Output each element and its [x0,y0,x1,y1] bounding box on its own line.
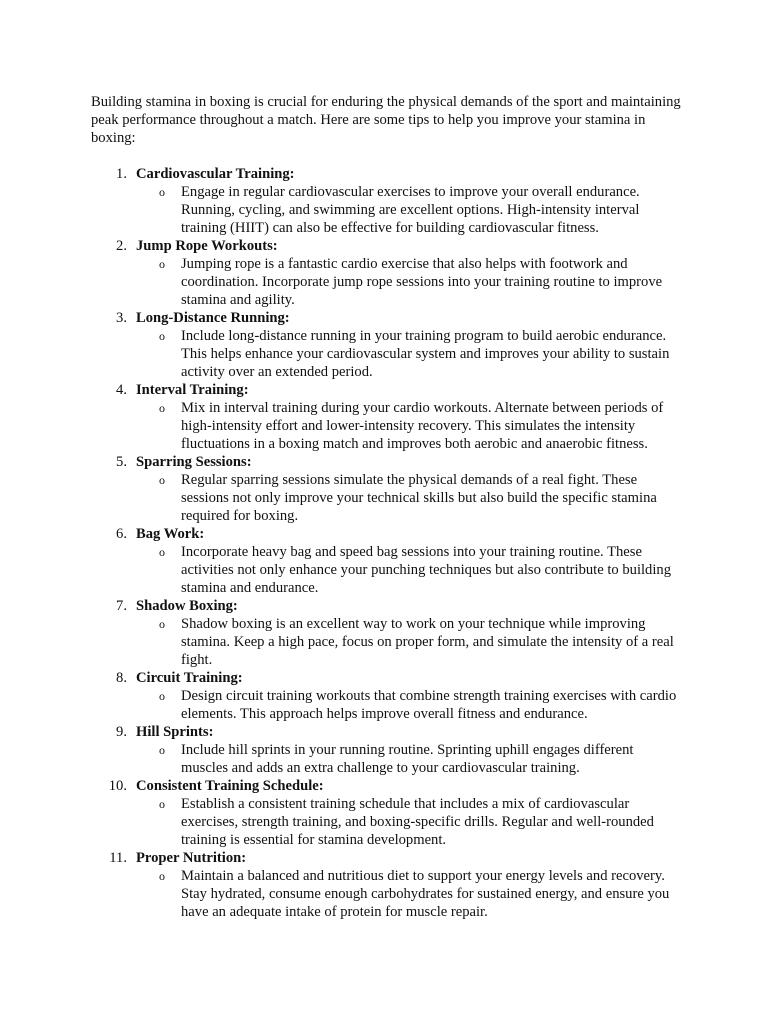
tip-item [91,381,691,453]
tip-number: 4. [116,382,127,398]
tip-detail [136,471,677,525]
tip-title: Interval Training: [136,382,249,398]
tip-detail-list [136,795,691,849]
tip-title: Jump Rope Workouts: [136,238,278,254]
tip-detail-text: Establish a consistent training schedule that includes a mix of cardiovascular exercises, strength training, and boxing-specific drills. Regular and well-rounded training is essential for stamina development. [181,796,654,848]
tip-detail-list [136,867,691,921]
tip-detail-text: Regular sparring sessions simulate the physical demands of a real fight. These sessions not only improve your technical skills but also build the specific stamina required for boxing. [181,472,657,524]
tip-detail [136,327,677,381]
tip-number: 6. [116,526,127,542]
tip-detail-text: Mix in interval training during your cardio workouts. Alternate between periods of high-intensity effort and lower-intensity recovery. This simulates the intensity fluctuations in a boxing match and improves both aerobic and anaerobic fitness. [181,400,664,452]
bullet-icon: o [159,743,165,757]
tip-detail-text: Include long-distance running in your training program to build aerobic endurance. This helps enhance your cardiovascular system and improves your ability to sustain activity over an extended period. [181,328,670,380]
tip-number: 11. [109,850,127,866]
tip-detail-text: Engage in regular cardiovascular exercises to improve your overall endurance. Running, cycling, and swimming are excellent options. High-intensity interval training (HIIT) can also be effective for building cardiovascular fitness. [181,184,640,236]
tip-title: Hill Sprints: [136,724,214,740]
tip-title: Shadow Boxing: [136,598,238,614]
tip-detail-text: Jumping rope is a fantastic cardio exercise that also helps with footwork and coordination. Incorporate jump rope sessions into your training routine to improve stamina and agility. [181,256,663,308]
tip-detail [136,399,677,453]
tip-detail [136,741,677,777]
tip-detail-text: Incorporate heavy bag and speed bag sessions into your training routine. These activities not only enhance your punching techniques but also contribute to building stamina and endurance. [181,544,672,596]
tip-item [91,669,691,723]
tip-detail-text: Maintain a balanced and nutritious diet to support your energy levels and recovery. Stay hydrated, consume enough carbohydrates for sustained energy, and ensure you have an adequate intake of protein for muscle repair. [181,868,670,920]
tip-detail-text: Include hill sprints in your running routine. Sprinting uphill engages different muscles and adds an extra challenge to your cardiovascular training. [181,742,634,776]
tip-detail [136,543,677,597]
tip-detail-text: Design circuit training workouts that combine strength training exercises with cardio elements. This approach helps improve overall fitness and endurance. [181,688,677,722]
bullet-icon: o [159,797,165,811]
tip-title: Cardiovascular Training: [136,166,295,182]
tip-number: 1. [116,166,127,182]
tip-detail-list [136,183,691,237]
tip-number: 8. [116,670,127,686]
tip-detail-list [136,327,691,381]
tip-title: Proper Nutrition: [136,850,247,866]
tip-item [91,597,691,669]
tip-title: Sparring Sessions: [136,454,252,470]
tip-title: Consistent Training Schedule: [136,778,324,794]
tip-number: 2. [116,238,127,254]
tip-detail [136,183,677,237]
tip-title: Circuit Training: [136,670,243,686]
bullet-icon: o [159,473,165,487]
tip-detail [136,615,677,669]
tip-number: 5. [116,454,127,470]
tip-detail [136,795,677,849]
tip-detail [136,255,677,309]
bullet-icon: o [159,401,165,415]
tip-item [91,525,691,597]
tip-title: Bag Work: [136,526,205,542]
tip-detail-list [136,741,691,777]
tip-number: 10. [108,778,127,794]
tip-number: 7. [116,598,127,614]
tip-item [91,237,691,309]
tip-detail-list [136,615,691,669]
bullet-icon: o [159,617,165,631]
bullet-icon: o [159,257,165,271]
bullet-icon: o [159,869,165,883]
tip-item [91,777,691,849]
tip-detail-list [136,471,691,525]
tip-number: 9. [116,724,127,740]
tips-list [91,165,691,921]
tip-number: 3. [116,310,127,326]
tip-title: Long-Distance Running: [136,310,290,326]
tip-detail-text: Shadow boxing is an excellent way to work on your technique while improving stamina. Keep a high pace, focus on proper form, and simulate the intensity of a real fight. [181,616,674,668]
tip-item [91,849,691,921]
tip-item [91,723,691,777]
tip-item [91,165,691,237]
tip-item [91,309,691,381]
tip-detail [136,687,677,723]
tip-detail [136,867,677,921]
tip-detail-list [136,687,691,723]
tip-detail-list [136,543,691,597]
bullet-icon: o [159,329,165,343]
tip-detail-list [136,255,691,309]
bullet-icon: o [159,689,165,703]
tip-item [91,453,691,525]
bullet-icon: o [159,545,165,559]
intro-paragraph: Building stamina in boxing is crucial for enduring the physical demands of the sport and maintaining peak performance throughout a match. Here are some tips to help you improve your stamina in boxing: [91,94,681,146]
tip-detail-list [136,399,691,453]
bullet-icon: o [159,185,165,199]
document-body [91,93,691,921]
